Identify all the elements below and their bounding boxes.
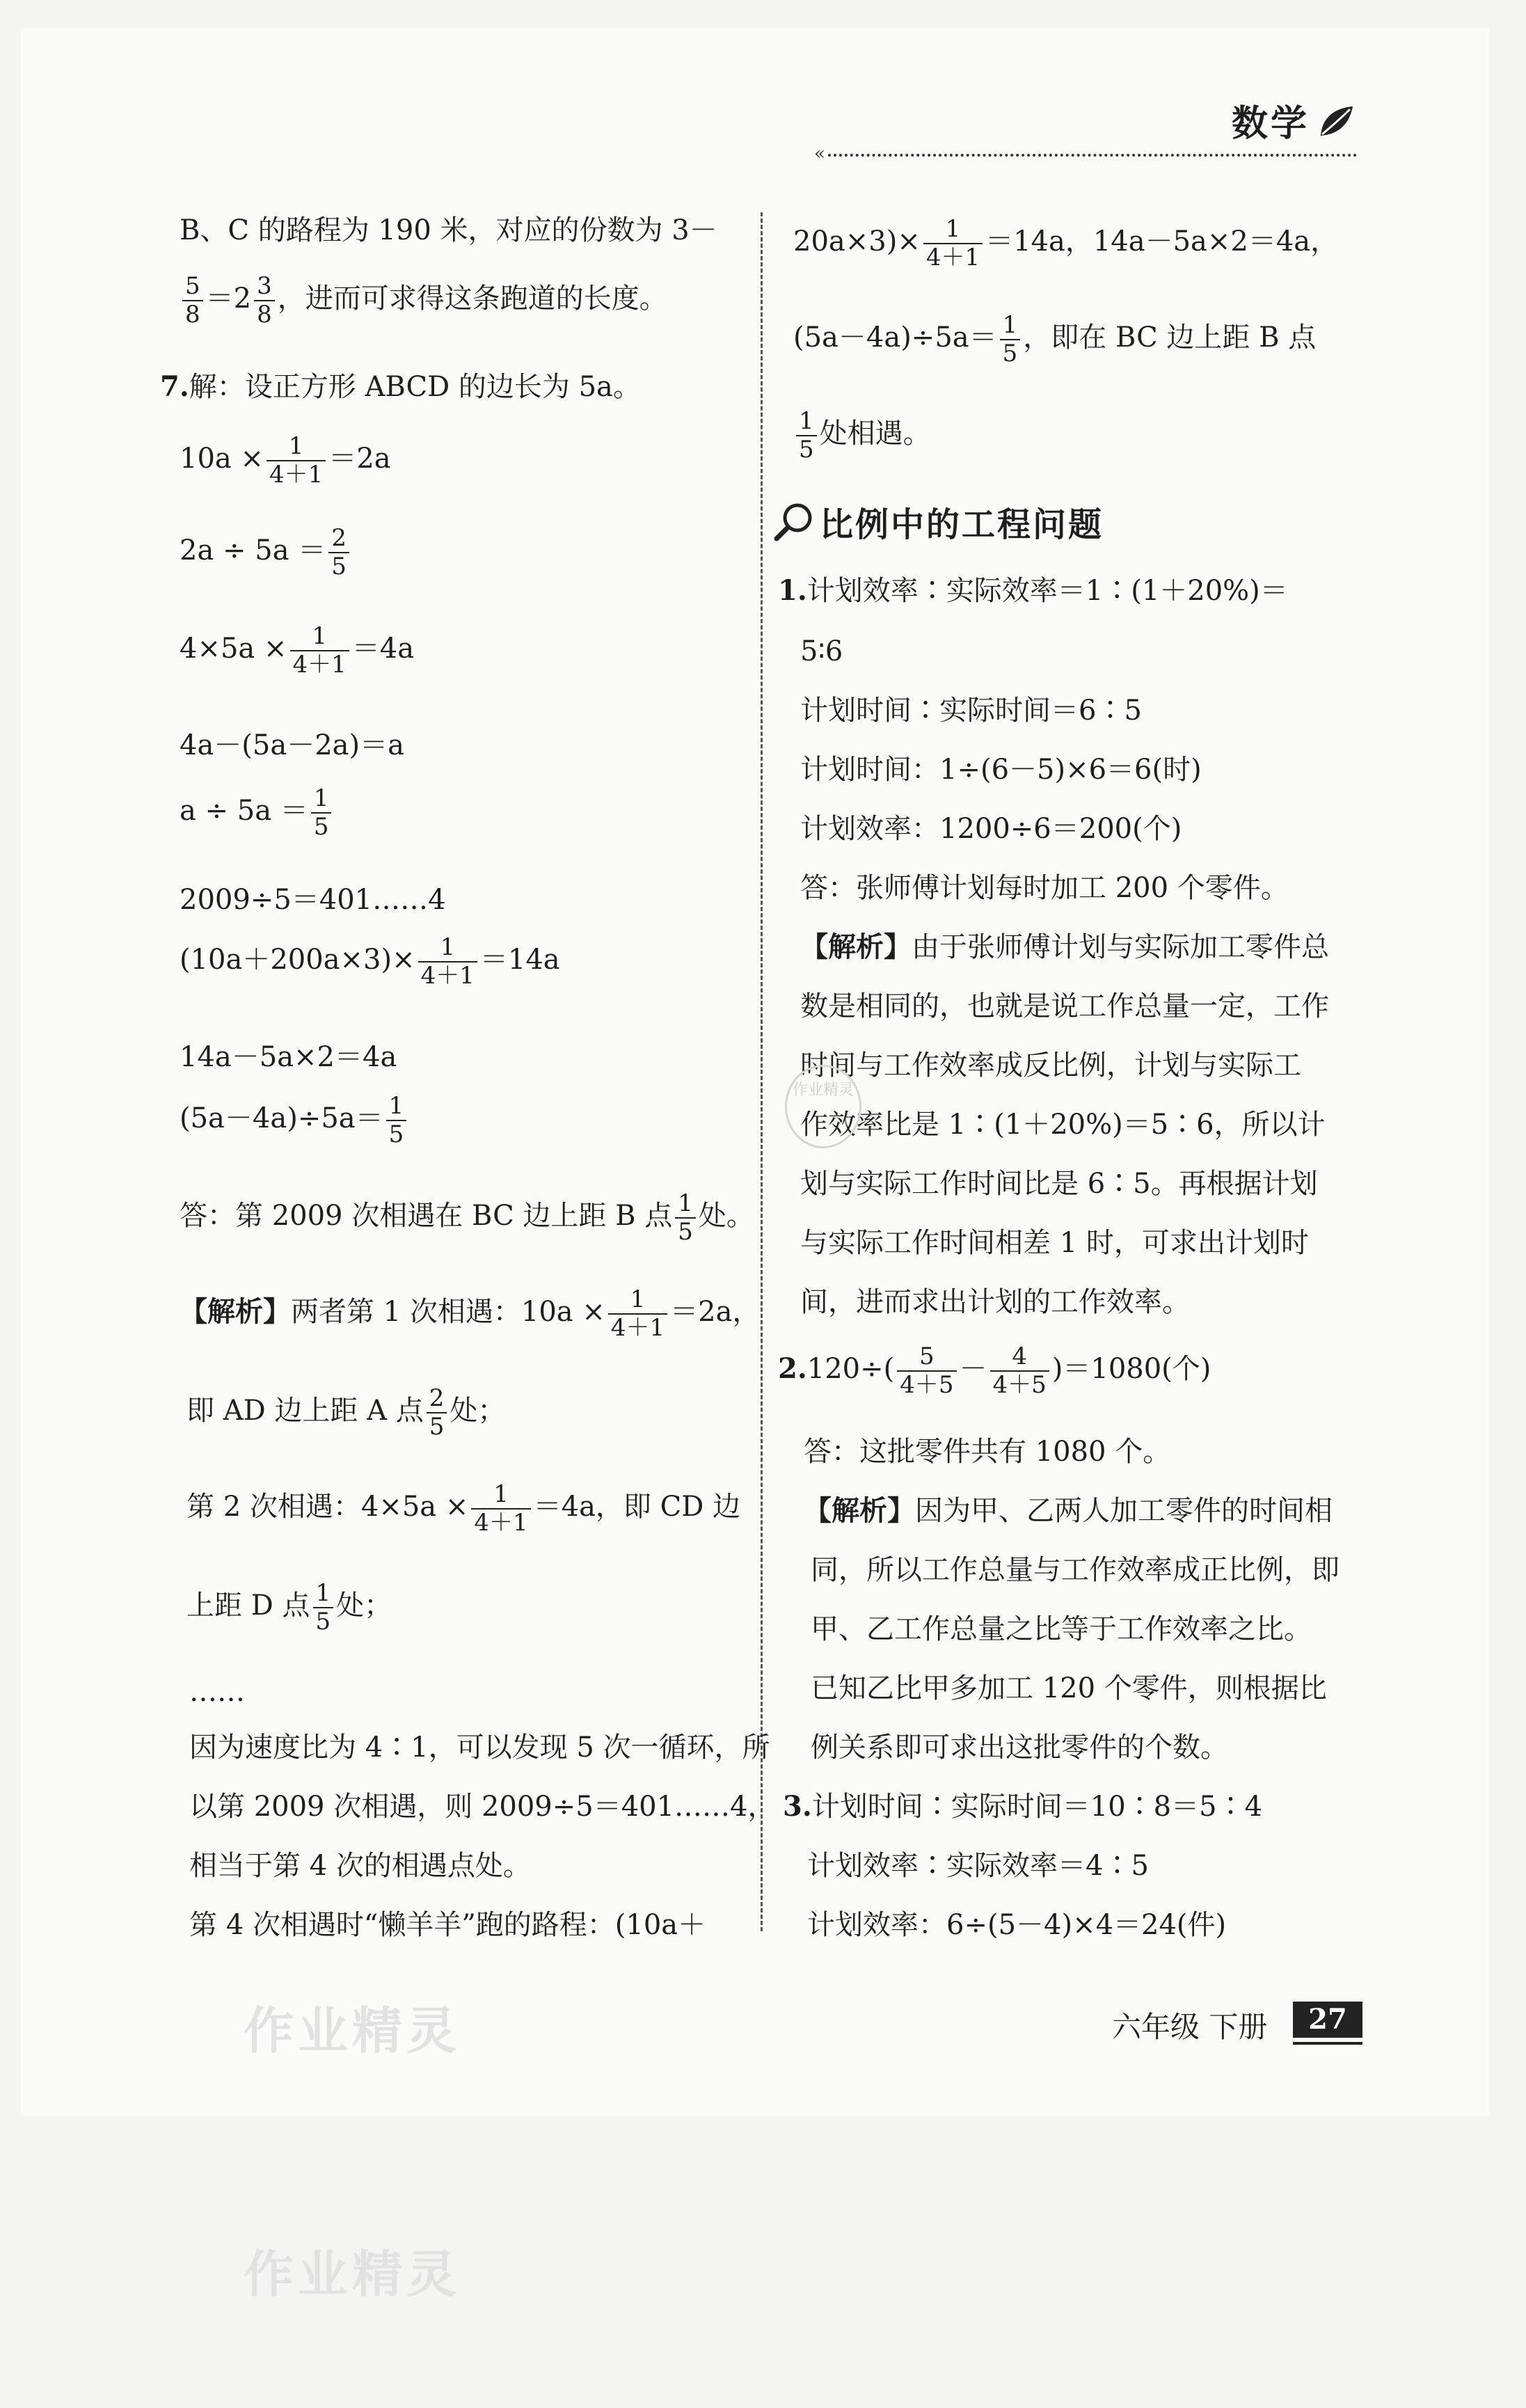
analysis-line-4: 上距 D 点 $\frac{1}{5}$ 处；: [186, 1579, 392, 1636]
fraction: $\frac{5}{4+5}$: [897, 1343, 956, 1399]
section-title: 比例中的工程问题: [820, 505, 1104, 544]
fraction: $\frac{2}{5}$: [328, 525, 349, 580]
q1-line-2: 5∶6: [800, 635, 843, 667]
left-line-2: $\frac{5}{8}$ ＝2 $\frac{3}{8}$ ，进而可求得这条跑道的长度。: [180, 273, 667, 328]
q2-line-1: 2.120÷( $\frac{5}{4+5}$ － $\frac{4}{4+5}$ )＝1080(个): [778, 1342, 1211, 1400]
header-arrows: «: [814, 143, 825, 164]
column-divider: [761, 212, 763, 1931]
magnifier-icon: [772, 500, 816, 543]
fraction: $\frac{1}{5}$: [313, 1580, 334, 1635]
analysis-line-3: 第 2 次相遇：4×5a × $\frac{1}{4+1}$ ＝4a，即 CD 边: [186, 1480, 741, 1537]
q1-analysis-2: 数是相同的，也就是说工作总量一定，工作: [800, 990, 1329, 1022]
analysis-line-8: 相当于第 4 次的相遇点处。: [189, 1850, 531, 1882]
q1-analysis-7: 间，进而求出计划的工作效率。: [800, 1286, 1190, 1318]
eq-1: 10a × $\frac{1}{4+1}$ ＝2a: [180, 432, 391, 489]
q1-line-1: 1.计划效率∶实际效率＝1∶(1＋20%)＝: [778, 574, 1288, 607]
right-line-3: $\frac{1}{5}$ 处相遇。: [793, 408, 931, 464]
stamp-watermark: 作业精灵: [785, 1065, 861, 1148]
q1-analysis-3: 时间与工作效率成反比例，计划与实际工: [800, 1049, 1301, 1082]
right-line-2: (5a－4a)÷5a＝ $\frac{1}{5}$ ，即在 BC 边上距 B 点: [793, 311, 1317, 368]
q1-analysis-6: 与实际工作时间相差 1 时，可求出计划时: [800, 1227, 1309, 1259]
q3-line-2: 计划效率∶实际效率＝4∶5: [807, 1850, 1149, 1882]
analysis-line-7: 以第 2009 次相遇，则 2009÷5＝401……4，: [189, 1791, 776, 1823]
page-number: 27: [1293, 2002, 1362, 2038]
fraction: $\frac{1}{4+1}$: [290, 623, 349, 679]
eq-4: 4a－(5a－2a)＝a: [180, 729, 404, 761]
eq-6: 2009÷5＝401……4: [180, 884, 446, 916]
problem-7-heading: 7.解：设正方形 ABCD 的边长为 5a。: [160, 370, 641, 403]
analysis-line-1: 【解析】两者第 1 次相遇：10a × $\frac{1}{4+1}$ ＝2a，: [180, 1285, 761, 1342]
q1-analysis-4: 作效率比是 1∶(1＋20%)＝5∶6，所以计: [800, 1109, 1326, 1141]
left-line-1: B、C 的路程为 190 米，对应的份数为 3－: [180, 214, 717, 246]
q2-analysis-2: 同，所以工作总量与工作效率成正比例，即: [811, 1554, 1340, 1586]
fraction: $\frac{1}{5}$: [311, 785, 332, 841]
fraction: $\frac{1}{4+1}$: [267, 433, 326, 489]
q1-line-5: 计划效率：1200÷6＝200(个): [800, 813, 1182, 845]
eq-2: 2a ÷ 5a ＝ $\frac{2}{5}$: [180, 525, 352, 580]
eq-5: a ÷ 5a ＝ $\frac{1}{5}$: [180, 785, 334, 841]
eq-3: 4×5a × $\frac{1}{4+1}$ ＝4a: [180, 622, 415, 679]
eq-7: (10a＋200a×3)× $\frac{1}{4+1}$ ＝14a: [180, 933, 560, 990]
fraction: $\frac{1}{5}$: [386, 1093, 407, 1148]
q2-analysis-5: 例关系即可求出这批零件的个数。: [811, 1732, 1228, 1764]
q3-line-3: 计划效率：6÷(5－4)×4＝24(件): [807, 1909, 1227, 1941]
q2-analysis-1: 【解析】因为甲、乙两人加工零件的时间相: [804, 1494, 1333, 1527]
eq-9: (5a－4a)÷5a＝ $\frac{1}{5}$: [180, 1093, 409, 1148]
fraction: $\frac{1}{5}$: [1000, 312, 1021, 367]
q1-analysis-1: 【解析】由于张师傅计划与实际加工零件总: [800, 930, 1329, 963]
eq-8: 14a－5a×2＝4a: [180, 1041, 397, 1073]
analysis-line-9: 第 4 次相遇时“懒羊羊”跑的路程：(10a＋: [189, 1909, 706, 1941]
fraction: $\frac{1}{4+1}$: [418, 934, 477, 990]
header-dotted-rule: [828, 154, 1357, 157]
page-number-underline: [1293, 2042, 1362, 2045]
q3-line-1: 3.计划时间∶实际时间＝10∶8＝5∶4: [783, 1790, 1263, 1823]
fraction: $\frac{1}{4+1}$: [608, 1286, 667, 1342]
footer-grade: 六年级 下册: [1112, 2010, 1268, 2044]
q1-analysis-5: 划与实际工作时间比是 6∶5。再根据计划: [800, 1168, 1318, 1200]
fraction: $\frac{3}{8}$: [254, 273, 275, 328]
fraction: $\frac{2}{5}$: [427, 1385, 447, 1441]
fraction: $\frac{4}{4+5}$: [990, 1343, 1049, 1399]
q1-line-6: 答：张师傅计划每时加工 200 个零件。: [800, 872, 1289, 904]
analysis-line-2: 即 AD 边上距 A 点 $\frac{2}{5}$ 处；: [186, 1384, 506, 1441]
q1-line-4: 计划时间：1÷(6－5)×6＝6(时): [800, 754, 1202, 786]
q2-analysis-4: 已知乙比甲多加工 120 个零件，则根据比: [811, 1672, 1327, 1704]
fraction: $\frac{5}{8}$: [182, 273, 203, 328]
watermark-1: 作业精灵: [244, 2002, 461, 2060]
subject-title: 数学: [1232, 103, 1310, 145]
right-line-1: 20a×3)× $\frac{1}{4+1}$ ＝14a，14a－5a×2＝4a，: [793, 215, 1339, 272]
fraction: $\frac{1}{4+1}$: [923, 216, 983, 271]
watermark-2: 作业精灵: [244, 2245, 461, 2304]
leaf-icon: [1315, 101, 1357, 143]
q2-analysis-3: 甲、乙工作总量之比等于工作效率之比。: [811, 1613, 1312, 1645]
q2-line-2: 答：这批零件共有 1080 个。: [804, 1436, 1171, 1468]
fraction: $\frac{1}{5}$: [675, 1190, 696, 1246]
fraction: $\frac{1}{4+1}$: [471, 1481, 530, 1537]
fraction: $\frac{1}{5}$: [796, 408, 817, 464]
analysis-line-5: ……: [189, 1676, 245, 1708]
q1-line-3: 计划时间∶实际时间＝6∶5: [800, 695, 1142, 727]
answer-7: 答：第 2009 次相遇在 BC 边上距 B 点 $\frac{1}{5}$ 处。: [180, 1189, 754, 1246]
analysis-line-6: 因为速度比为 4∶1，可以发现 5 次一循环，所: [189, 1732, 770, 1764]
